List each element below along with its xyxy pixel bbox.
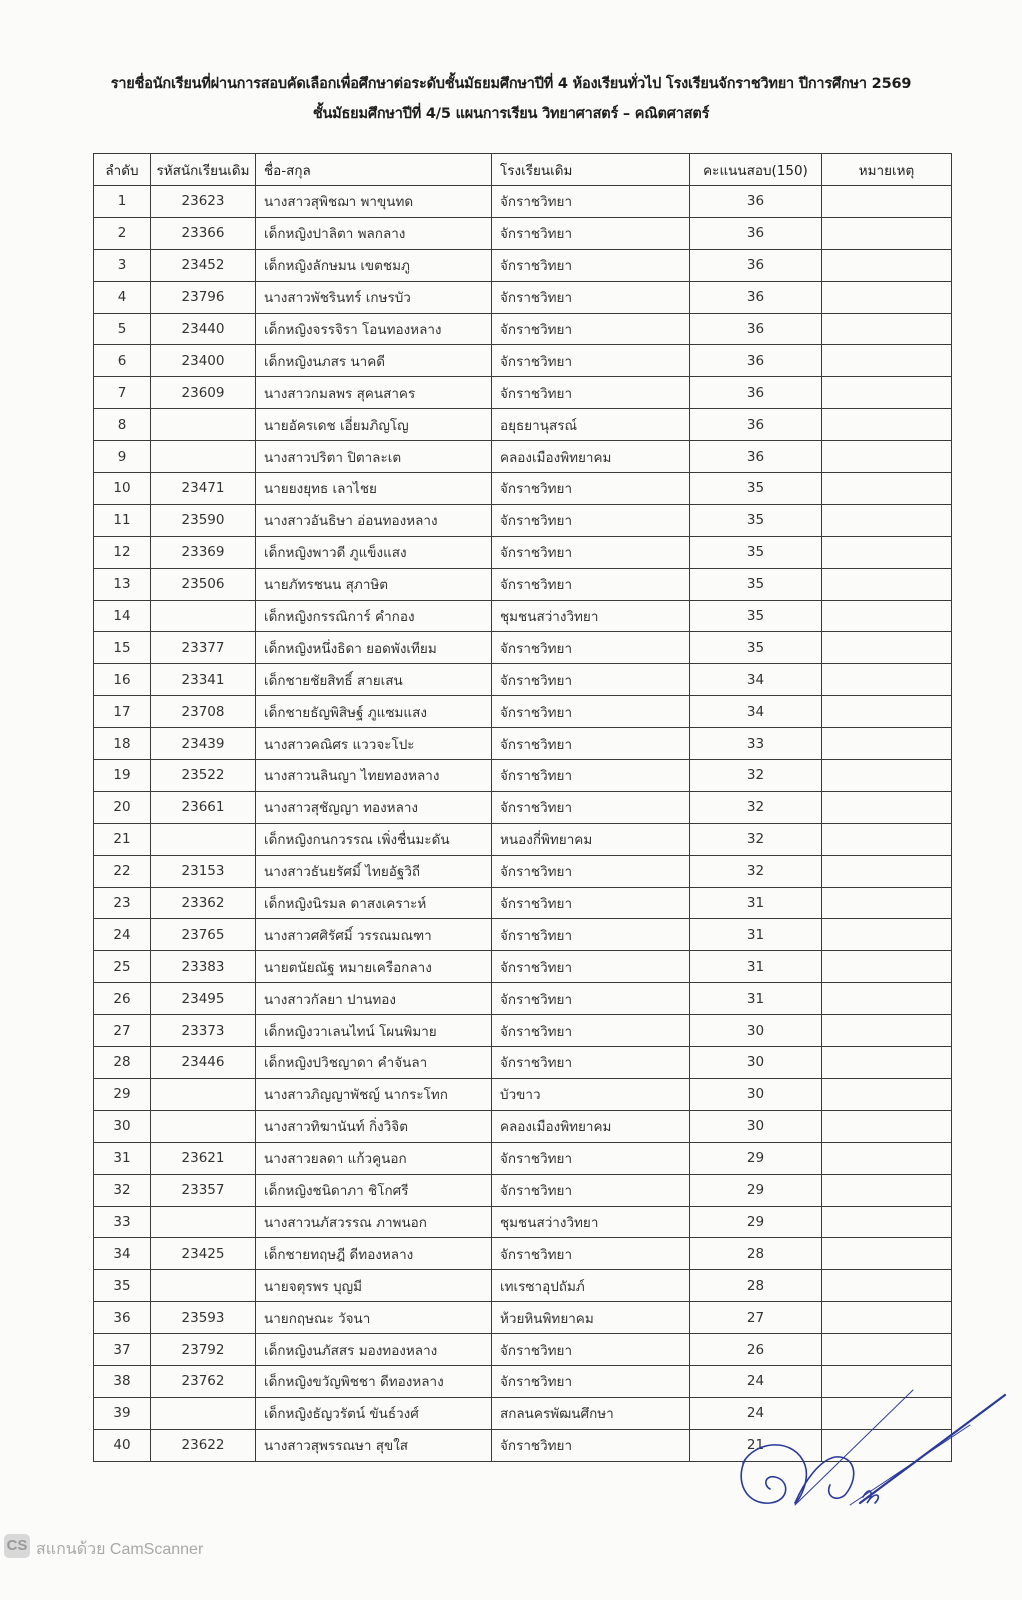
cell-index: 15 <box>94 632 151 664</box>
cell-name: เด็กหญิงพาวดี ภูแข็งแสง <box>256 536 492 568</box>
cell-score: 31 <box>690 919 822 951</box>
cell-score: 30 <box>690 1047 822 1079</box>
cell-note <box>822 568 952 600</box>
cell-index: 33 <box>94 1206 151 1238</box>
cell-school: จักราชวิทยา <box>492 983 690 1015</box>
cell-index: 20 <box>94 791 151 823</box>
cell-student-code <box>151 441 256 473</box>
cell-school: หนองกี่พิทยาคม <box>492 823 690 855</box>
cell-note <box>822 1429 952 1461</box>
table-row <box>94 249 952 281</box>
header-student-code: รหัสนักเรียนเดิม <box>151 154 256 186</box>
cell-score: 36 <box>690 441 822 473</box>
cell-school: คลองเมืองพิทยาคม <box>492 1110 690 1142</box>
cell-index: 28 <box>94 1047 151 1079</box>
cell-index: 9 <box>94 441 151 473</box>
cell-name: นางสาวสุพิชฌา พาขุนทด <box>256 186 492 218</box>
cell-name: นายจตุรพร บุญมี <box>256 1270 492 1302</box>
cell-index: 6 <box>94 345 151 377</box>
cell-student-code <box>151 1110 256 1142</box>
cell-score: 30 <box>690 1078 822 1110</box>
cell-note <box>822 186 952 218</box>
cell-note <box>822 217 952 249</box>
cell-student-code: 23792 <box>151 1334 256 1366</box>
table-row <box>94 1334 952 1366</box>
cell-score: 35 <box>690 504 822 536</box>
cell-name: เด็กหญิงจรรจิรา โอนทองหลาง <box>256 313 492 345</box>
table-row <box>94 728 952 760</box>
cell-note <box>822 728 952 760</box>
header-index: ลำดับ <box>94 154 151 186</box>
cell-note <box>822 377 952 409</box>
cell-student-code <box>151 1397 256 1429</box>
cell-school: จักราชวิทยา <box>492 536 690 568</box>
cell-score: 32 <box>690 760 822 792</box>
cell-name: นางสาวกมลพร สุคนสาคร <box>256 377 492 409</box>
cell-note <box>822 1365 952 1397</box>
table-row <box>94 600 952 632</box>
cell-score: 32 <box>690 791 822 823</box>
table-row <box>94 823 952 855</box>
cell-index: 14 <box>94 600 151 632</box>
table-row <box>94 1238 952 1270</box>
cell-student-code: 23609 <box>151 377 256 409</box>
table-header-row <box>94 154 952 186</box>
table-row <box>94 664 952 696</box>
cell-index: 34 <box>94 1238 151 1270</box>
cell-note <box>822 1238 952 1270</box>
cell-note <box>822 600 952 632</box>
cell-score: 36 <box>690 249 822 281</box>
cell-school: จักราชวิทยา <box>492 791 690 823</box>
cell-score: 32 <box>690 855 822 887</box>
cell-student-code: 23762 <box>151 1365 256 1397</box>
cell-student-code: 23452 <box>151 249 256 281</box>
document-title: รายชื่อนักเรียนที่ผ่านการสอบคัดเลือกเพื่อศึกษาต่อระดับชั้นมัธยมศึกษาปีที่ 4 ห้องเรียนทั่วไป โรงเรียนจักราชวิทยา ปีการศึกษา 2569 <box>110 76 912 92</box>
cell-name: นายกฤษณะ วัจนา <box>256 1302 492 1334</box>
cell-name: เด็กหญิงวาเลนไทน์ โผนพิมาย <box>256 1015 492 1047</box>
table-row <box>94 983 952 1015</box>
cell-index: 39 <box>94 1397 151 1429</box>
table-row <box>94 760 952 792</box>
document-subtitle: ชั้นมัธยมศึกษาปีที่ 4/5 แผนการเรียน วิทยาศาสตร์ – คณิตศาสตร์ <box>312 106 710 122</box>
cell-name: นายตนัยณัฐ หมายเครือกลาง <box>256 951 492 983</box>
cell-score: 29 <box>690 1142 822 1174</box>
header-name: ชื่อ-สกุล <box>256 154 492 186</box>
table-row <box>94 281 952 313</box>
cell-index: 3 <box>94 249 151 281</box>
table-row <box>94 632 952 664</box>
signature-stroke <box>863 1491 878 1503</box>
cell-school: จักราชวิทยา <box>492 345 690 377</box>
cell-name: นางสาวนลินญา ไทยทองหลาง <box>256 760 492 792</box>
cell-student-code: 23708 <box>151 696 256 728</box>
cell-name: เด็กชายชัยสิทธิ์ สายเสน <box>256 664 492 696</box>
cell-student-code <box>151 1206 256 1238</box>
cell-school: จักราชวิทยา <box>492 632 690 664</box>
cell-note <box>822 473 952 505</box>
cell-note <box>822 313 952 345</box>
cell-score: 26 <box>690 1334 822 1366</box>
cell-school: สกลนครพัฒนศึกษา <box>492 1397 690 1429</box>
table-row <box>94 951 952 983</box>
cell-score: 24 <box>690 1365 822 1397</box>
cell-note <box>822 281 952 313</box>
cell-note <box>822 1142 952 1174</box>
cell-score: 31 <box>690 983 822 1015</box>
cell-student-code: 23495 <box>151 983 256 1015</box>
cell-student-code: 23796 <box>151 281 256 313</box>
cell-score: 28 <box>690 1238 822 1270</box>
cell-note <box>822 791 952 823</box>
table-row <box>94 1429 952 1461</box>
cell-index: 11 <box>94 504 151 536</box>
cell-index: 8 <box>94 409 151 441</box>
cell-score: 27 <box>690 1302 822 1334</box>
cell-school: ห้วยหินพิทยาคม <box>492 1302 690 1334</box>
table-row <box>94 409 952 441</box>
cell-score: 34 <box>690 696 822 728</box>
table-row <box>94 887 952 919</box>
cell-note <box>822 983 952 1015</box>
table-row <box>94 855 952 887</box>
table-row <box>94 568 952 600</box>
cell-index: 16 <box>94 664 151 696</box>
cell-student-code: 23765 <box>151 919 256 951</box>
cell-score: 33 <box>690 728 822 760</box>
cell-student-code: 23369 <box>151 536 256 568</box>
cell-score: 35 <box>690 568 822 600</box>
cell-student-code: 23362 <box>151 887 256 919</box>
cell-name: เด็กชายทฤษฎี ดีทองหลาง <box>256 1238 492 1270</box>
cell-score: 29 <box>690 1174 822 1206</box>
cell-student-code: 23590 <box>151 504 256 536</box>
table-row <box>94 186 952 218</box>
table-row <box>94 1270 952 1302</box>
cell-index: 18 <box>94 728 151 760</box>
student-list-table <box>93 153 952 1462</box>
cell-name: เด็กหญิงกนกวรรณ เพิ่งชื่นมะดัน <box>256 823 492 855</box>
cell-student-code <box>151 1270 256 1302</box>
cell-school: จักราชวิทยา <box>492 696 690 728</box>
cell-score: 34 <box>690 664 822 696</box>
cell-score: 28 <box>690 1270 822 1302</box>
cell-school: จักราชวิทยา <box>492 1174 690 1206</box>
cell-index: 17 <box>94 696 151 728</box>
cell-name: นายยงยุทธ เลาไชย <box>256 473 492 505</box>
table-row <box>94 791 952 823</box>
cell-note <box>822 536 952 568</box>
cell-note <box>822 1302 952 1334</box>
cell-student-code: 23366 <box>151 217 256 249</box>
cell-index: 40 <box>94 1429 151 1461</box>
cell-note <box>822 919 952 951</box>
cell-school: จักราชวิทยา <box>492 504 690 536</box>
table-row <box>94 1078 952 1110</box>
table-row <box>94 1206 952 1238</box>
cell-school: จักราชวิทยา <box>492 217 690 249</box>
cell-name: เด็กหญิงปาลิตา พลกลาง <box>256 217 492 249</box>
table-row <box>94 1174 952 1206</box>
cell-note <box>822 1397 952 1429</box>
cell-school: จักราชวิทยา <box>492 1047 690 1079</box>
cell-note <box>822 696 952 728</box>
cell-school: จักราชวิทยา <box>492 1365 690 1397</box>
cell-school: คลองเมืองพิทยาคม <box>492 441 690 473</box>
table-row <box>94 696 952 728</box>
cell-name: นางสาวภิญญาพัชญ์ นากระโทก <box>256 1078 492 1110</box>
cell-school: จักราชวิทยา <box>492 855 690 887</box>
cell-index: 36 <box>94 1302 151 1334</box>
cell-index: 2 <box>94 217 151 249</box>
cell-student-code: 23623 <box>151 186 256 218</box>
cell-index: 21 <box>94 823 151 855</box>
cell-note <box>822 1015 952 1047</box>
table-row <box>94 217 952 249</box>
cell-index: 22 <box>94 855 151 887</box>
header-score: คะแนนสอบ(150) <box>690 154 822 186</box>
cell-school: จักราชวิทยา <box>492 1238 690 1270</box>
cell-index: 1 <box>94 186 151 218</box>
cell-index: 13 <box>94 568 151 600</box>
cell-name: นางสาวสุพรรณษา สุขใส <box>256 1429 492 1461</box>
header-school: โรงเรียนเดิม <box>492 154 690 186</box>
table-body <box>94 186 952 1462</box>
cell-note <box>822 1270 952 1302</box>
cell-score: 36 <box>690 409 822 441</box>
cell-name: นางสาวอันธิษา อ่อนทองหลาง <box>256 504 492 536</box>
table-row <box>94 345 952 377</box>
cell-student-code: 23425 <box>151 1238 256 1270</box>
cell-score: 35 <box>690 600 822 632</box>
cell-school: จักราชวิทยา <box>492 951 690 983</box>
cell-score: 30 <box>690 1110 822 1142</box>
cell-name: นางสาวพัชรินทร์ เกษรบัว <box>256 281 492 313</box>
cell-student-code: 23373 <box>151 1015 256 1047</box>
cell-note <box>822 1047 952 1079</box>
table-row <box>94 377 952 409</box>
cell-note <box>822 855 952 887</box>
table-row <box>94 536 952 568</box>
cell-index: 37 <box>94 1334 151 1366</box>
cell-student-code <box>151 1078 256 1110</box>
cell-school: จักราชวิทยา <box>492 281 690 313</box>
cell-student-code: 23153 <box>151 855 256 887</box>
table-row <box>94 1397 952 1429</box>
cell-note <box>822 409 952 441</box>
cell-name: เด็กหญิงหนึ่งธิดา ยอดพังเทียม <box>256 632 492 664</box>
cell-index: 30 <box>94 1110 151 1142</box>
cell-student-code: 23471 <box>151 473 256 505</box>
cell-school: จักราชวิทยา <box>492 249 690 281</box>
cell-name: เด็กหญิงนภัสสร มองทองหลาง <box>256 1334 492 1366</box>
cell-note <box>822 345 952 377</box>
cell-student-code: 23622 <box>151 1429 256 1461</box>
table-row <box>94 1110 952 1142</box>
cell-score: 36 <box>690 377 822 409</box>
signature-stroke <box>795 1457 854 1503</box>
cell-student-code: 23377 <box>151 632 256 664</box>
cell-index: 24 <box>94 919 151 951</box>
cell-student-code: 23439 <box>151 728 256 760</box>
cell-index: 7 <box>94 377 151 409</box>
cell-index: 4 <box>94 281 151 313</box>
cell-name: เด็กหญิงชนิดาภา ชิโกศรี <box>256 1174 492 1206</box>
cell-score: 35 <box>690 632 822 664</box>
cell-score: 24 <box>690 1397 822 1429</box>
cell-student-code: 23506 <box>151 568 256 600</box>
cell-school: จักราชวิทยา <box>492 568 690 600</box>
cell-name: เด็กหญิงนภสร นาคดี <box>256 345 492 377</box>
cell-note <box>822 1110 952 1142</box>
cell-school: จักราชวิทยา <box>492 728 690 760</box>
cell-index: 19 <box>94 760 151 792</box>
cell-school: จักราชวิทยา <box>492 377 690 409</box>
cell-note <box>822 664 952 696</box>
cell-note <box>822 504 952 536</box>
cell-index: 38 <box>94 1365 151 1397</box>
cell-score: 31 <box>690 887 822 919</box>
cell-school: จักราชวิทยา <box>492 1015 690 1047</box>
cell-score: 36 <box>690 281 822 313</box>
cell-student-code <box>151 600 256 632</box>
cell-name: เด็กหญิงกรรณิการ์ คำกอง <box>256 600 492 632</box>
cell-student-code: 23661 <box>151 791 256 823</box>
cell-note <box>822 441 952 473</box>
cell-index: 12 <box>94 536 151 568</box>
cell-student-code: 23440 <box>151 313 256 345</box>
cell-score: 21 <box>690 1429 822 1461</box>
cell-name: นางสาวธันยรัศมิ์ ไทยอัฐวิถี <box>256 855 492 887</box>
cell-school: จักราชวิทยา <box>492 1429 690 1461</box>
cell-student-code: 23383 <box>151 951 256 983</box>
cell-school: จักราชวิทยา <box>492 313 690 345</box>
cell-name: นางสาวสุชัญญา ทองหลาง <box>256 791 492 823</box>
cell-index: 26 <box>94 983 151 1015</box>
cell-student-code <box>151 823 256 855</box>
table-row <box>94 919 952 951</box>
table-row <box>94 473 952 505</box>
cell-score: 30 <box>690 1015 822 1047</box>
cell-note <box>822 760 952 792</box>
cell-student-code: 23357 <box>151 1174 256 1206</box>
cell-name: เด็กหญิงปวิชญาดา คำจันลา <box>256 1047 492 1079</box>
cell-school: บัวขาว <box>492 1078 690 1110</box>
cell-index: 29 <box>94 1078 151 1110</box>
cell-name: เด็กหญิงธัญวรัตน์ ขันธ์วงศ์ <box>256 1397 492 1429</box>
cell-score: 31 <box>690 951 822 983</box>
cell-index: 31 <box>94 1142 151 1174</box>
cell-score: 36 <box>690 313 822 345</box>
cell-student-code: 23400 <box>151 345 256 377</box>
cell-school: จักราชวิทยา <box>492 1142 690 1174</box>
cell-school: อยุธยานุสรณ์ <box>492 409 690 441</box>
cell-name: นางสาวยลดา แก้วคูนอก <box>256 1142 492 1174</box>
cell-school: ชุมชนสว่างวิทยา <box>492 600 690 632</box>
cell-index: 25 <box>94 951 151 983</box>
table-row <box>94 441 952 473</box>
cell-name: นางสาวทิฆานันท์ กิ่งวิจิต <box>256 1110 492 1142</box>
cell-note <box>822 1334 952 1366</box>
table-row <box>94 1047 952 1079</box>
cell-index: 10 <box>94 473 151 505</box>
cell-index: 27 <box>94 1015 151 1047</box>
cell-note <box>822 1078 952 1110</box>
cell-school: จักราชวิทยา <box>492 473 690 505</box>
cell-school: จักราชวิทยา <box>492 887 690 919</box>
cell-name: นายภัทรชนน สุภาษิต <box>256 568 492 600</box>
cell-score: 36 <box>690 186 822 218</box>
cell-note <box>822 887 952 919</box>
cell-school: เทเรซาอุปถัมภ์ <box>492 1270 690 1302</box>
cell-school: จักราชวิทยา <box>492 760 690 792</box>
cell-student-code: 23593 <box>151 1302 256 1334</box>
cell-school: จักราชวิทยา <box>492 1334 690 1366</box>
signature-stroke <box>741 1460 786 1503</box>
cell-student-code: 23522 <box>151 760 256 792</box>
cell-score: 35 <box>690 536 822 568</box>
table-row <box>94 1302 952 1334</box>
cell-score: 32 <box>690 823 822 855</box>
cell-name: นางสาวศศิรัศมิ์ วรรณมณฑา <box>256 919 492 951</box>
cell-name: นายอัครเดช เอี่ยมภิญโญ <box>256 409 492 441</box>
cell-index: 23 <box>94 887 151 919</box>
cell-note <box>822 1206 952 1238</box>
cell-school: ชุมชนสว่างวิทยา <box>492 1206 690 1238</box>
cell-name: นางสาวกัลยา ปานทอง <box>256 983 492 1015</box>
cell-name: เด็กชายธัญพิสิษฐ์ ภูแซมแสง <box>256 696 492 728</box>
camscanner-logo: CS <box>4 1534 30 1558</box>
cell-score: 29 <box>690 1206 822 1238</box>
cell-index: 32 <box>94 1174 151 1206</box>
cell-school: จักราชวิทยา <box>492 186 690 218</box>
camscanner-watermark: สแกนด้วย CamScanner <box>36 1541 204 1558</box>
cell-note <box>822 632 952 664</box>
cell-note <box>822 951 952 983</box>
cell-score: 36 <box>690 217 822 249</box>
cell-name: เด็กหญิงขวัญพิชชา ดีทองหลาง <box>256 1365 492 1397</box>
cell-student-code: 23446 <box>151 1047 256 1079</box>
table-row <box>94 1142 952 1174</box>
cell-score: 35 <box>690 473 822 505</box>
cell-index: 35 <box>94 1270 151 1302</box>
table-row <box>94 1365 952 1397</box>
cell-index: 5 <box>94 313 151 345</box>
cell-note <box>822 1174 952 1206</box>
cell-name: เด็กหญิงนิรมล ดาสงเคราะห์ <box>256 887 492 919</box>
cell-name: นางสาวคณิศร แววจะโปะ <box>256 728 492 760</box>
header-note: หมายเหตุ <box>822 154 952 186</box>
cell-school: จักราชวิทยา <box>492 664 690 696</box>
cell-note <box>822 823 952 855</box>
cell-name: นางสาวปริตา ปิตาละเต <box>256 441 492 473</box>
table-row <box>94 504 952 536</box>
cell-student-code: 23341 <box>151 664 256 696</box>
cell-student-code: 23621 <box>151 1142 256 1174</box>
table-row <box>94 1015 952 1047</box>
table-row <box>94 313 952 345</box>
cell-note <box>822 249 952 281</box>
cell-school: จักราชวิทยา <box>492 919 690 951</box>
cell-name: เด็กหญิงลักษมน เขตชมภู <box>256 249 492 281</box>
cell-student-code <box>151 409 256 441</box>
cell-score: 36 <box>690 345 822 377</box>
cell-name: นางสาวนภัสวรรณ ภาพนอก <box>256 1206 492 1238</box>
